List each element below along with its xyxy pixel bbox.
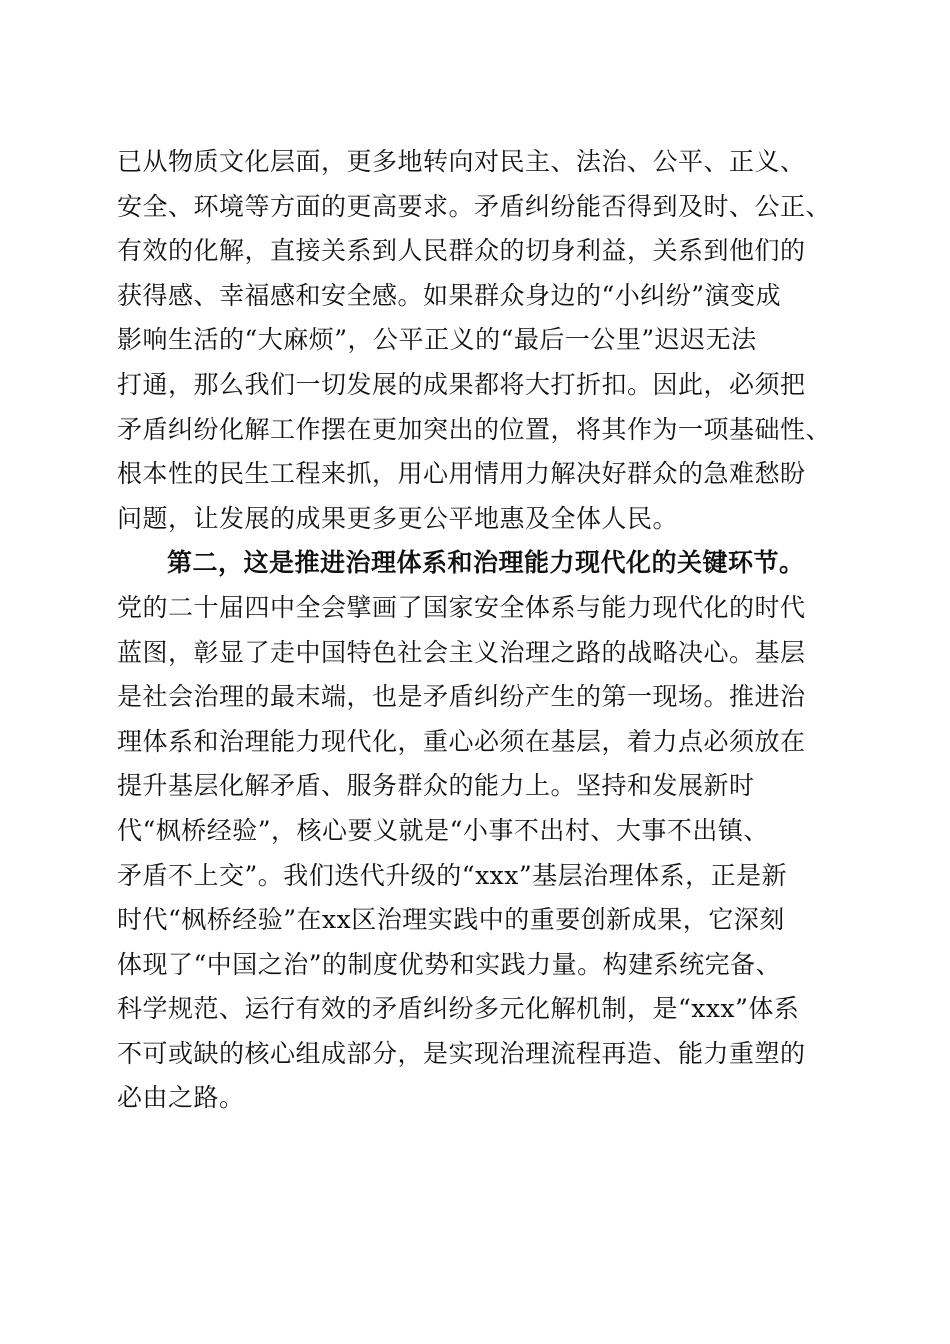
- paragraph-1-line: 根本性的民生工程来抓，用心用情用力解决好群众的急难愁盼: [117, 459, 806, 489]
- paragraph-1-line: 打通，那么我们一切发展的成果都将大打折扣。因此，必须把: [117, 369, 806, 399]
- paragraph-2-line: 是社会治理的最末端，也是矛盾纠纷产生的第一现场。推进治: [117, 682, 806, 712]
- paragraph-1-line: 矛盾纠纷化解工作摆在更加突出的位置，将其作为一项基础性、: [117, 414, 832, 444]
- paragraph-2-line: 代“枫桥经验”，核心要义就是“小事不出村、大事不出镇、: [117, 815, 769, 845]
- paragraph-2-line: 理体系和治理能力现代化，重心必须在基层，着力点必须放在: [117, 726, 806, 756]
- paragraph-1-line: 影响生活的“大麻烦”，公平正义的“最后一公里”迟迟无法: [117, 325, 757, 355]
- paragraph-1-line: 已从物质文化层面，更多地转向对民主、法治、公平、正义、: [117, 147, 806, 176]
- paragraph-2-line: 提升基层化解矛盾、服务群众的能力上。坚持和发展新时: [117, 771, 755, 801]
- paragraph-2-line: 矛盾不上交”。我们迭代升级的“xxx”基层治理体系，正是新: [117, 860, 788, 890]
- paragraph-1-line: 有效的化解，直接关系到人民群众的切身利益，关系到他们的: [117, 236, 806, 266]
- body-text: [117, 140, 837, 1121]
- paragraph-2-line: 科学规范、运行有效的矛盾纠纷多元化解机制，是“xxx”体系: [117, 994, 800, 1024]
- paragraph-2-line: 不可或缺的核心组成部分，是实现治理流程再造、能力重塑的: [117, 1038, 806, 1068]
- paragraph-2-line: 时代“枫桥经验”在xx区治理实践中的重要创新成果，它深刻: [117, 905, 785, 935]
- paragraph-2-line: 党的二十届四中全会擘画了国家安全体系与能力现代化的时代: [117, 592, 806, 622]
- paragraph-2-heading: 第二，这是推进治理体系和治理能力现代化的关键环节。: [167, 548, 805, 578]
- paragraph-1-line: 获得感、幸福感和安全感。如果群众身边的“小纠纷”演变成: [117, 280, 782, 310]
- paragraph-2-line: 蓝图，彰显了走中国特色社会主义治理之路的战略决心。基层: [117, 637, 806, 667]
- paragraph-1-line: 问题，让发展的成果更多更公平地惠及全体人民。: [117, 503, 679, 533]
- paragraph-1-line: 安全、环境等方面的更高要求。矛盾纠纷能否得到及时、公正、: [117, 191, 832, 221]
- paragraph-2-line: 体现了“中国之治”的制度优势和实践力量。构建系统完备、: [117, 949, 782, 979]
- paragraph-2-line: 必由之路。: [117, 1083, 245, 1113]
